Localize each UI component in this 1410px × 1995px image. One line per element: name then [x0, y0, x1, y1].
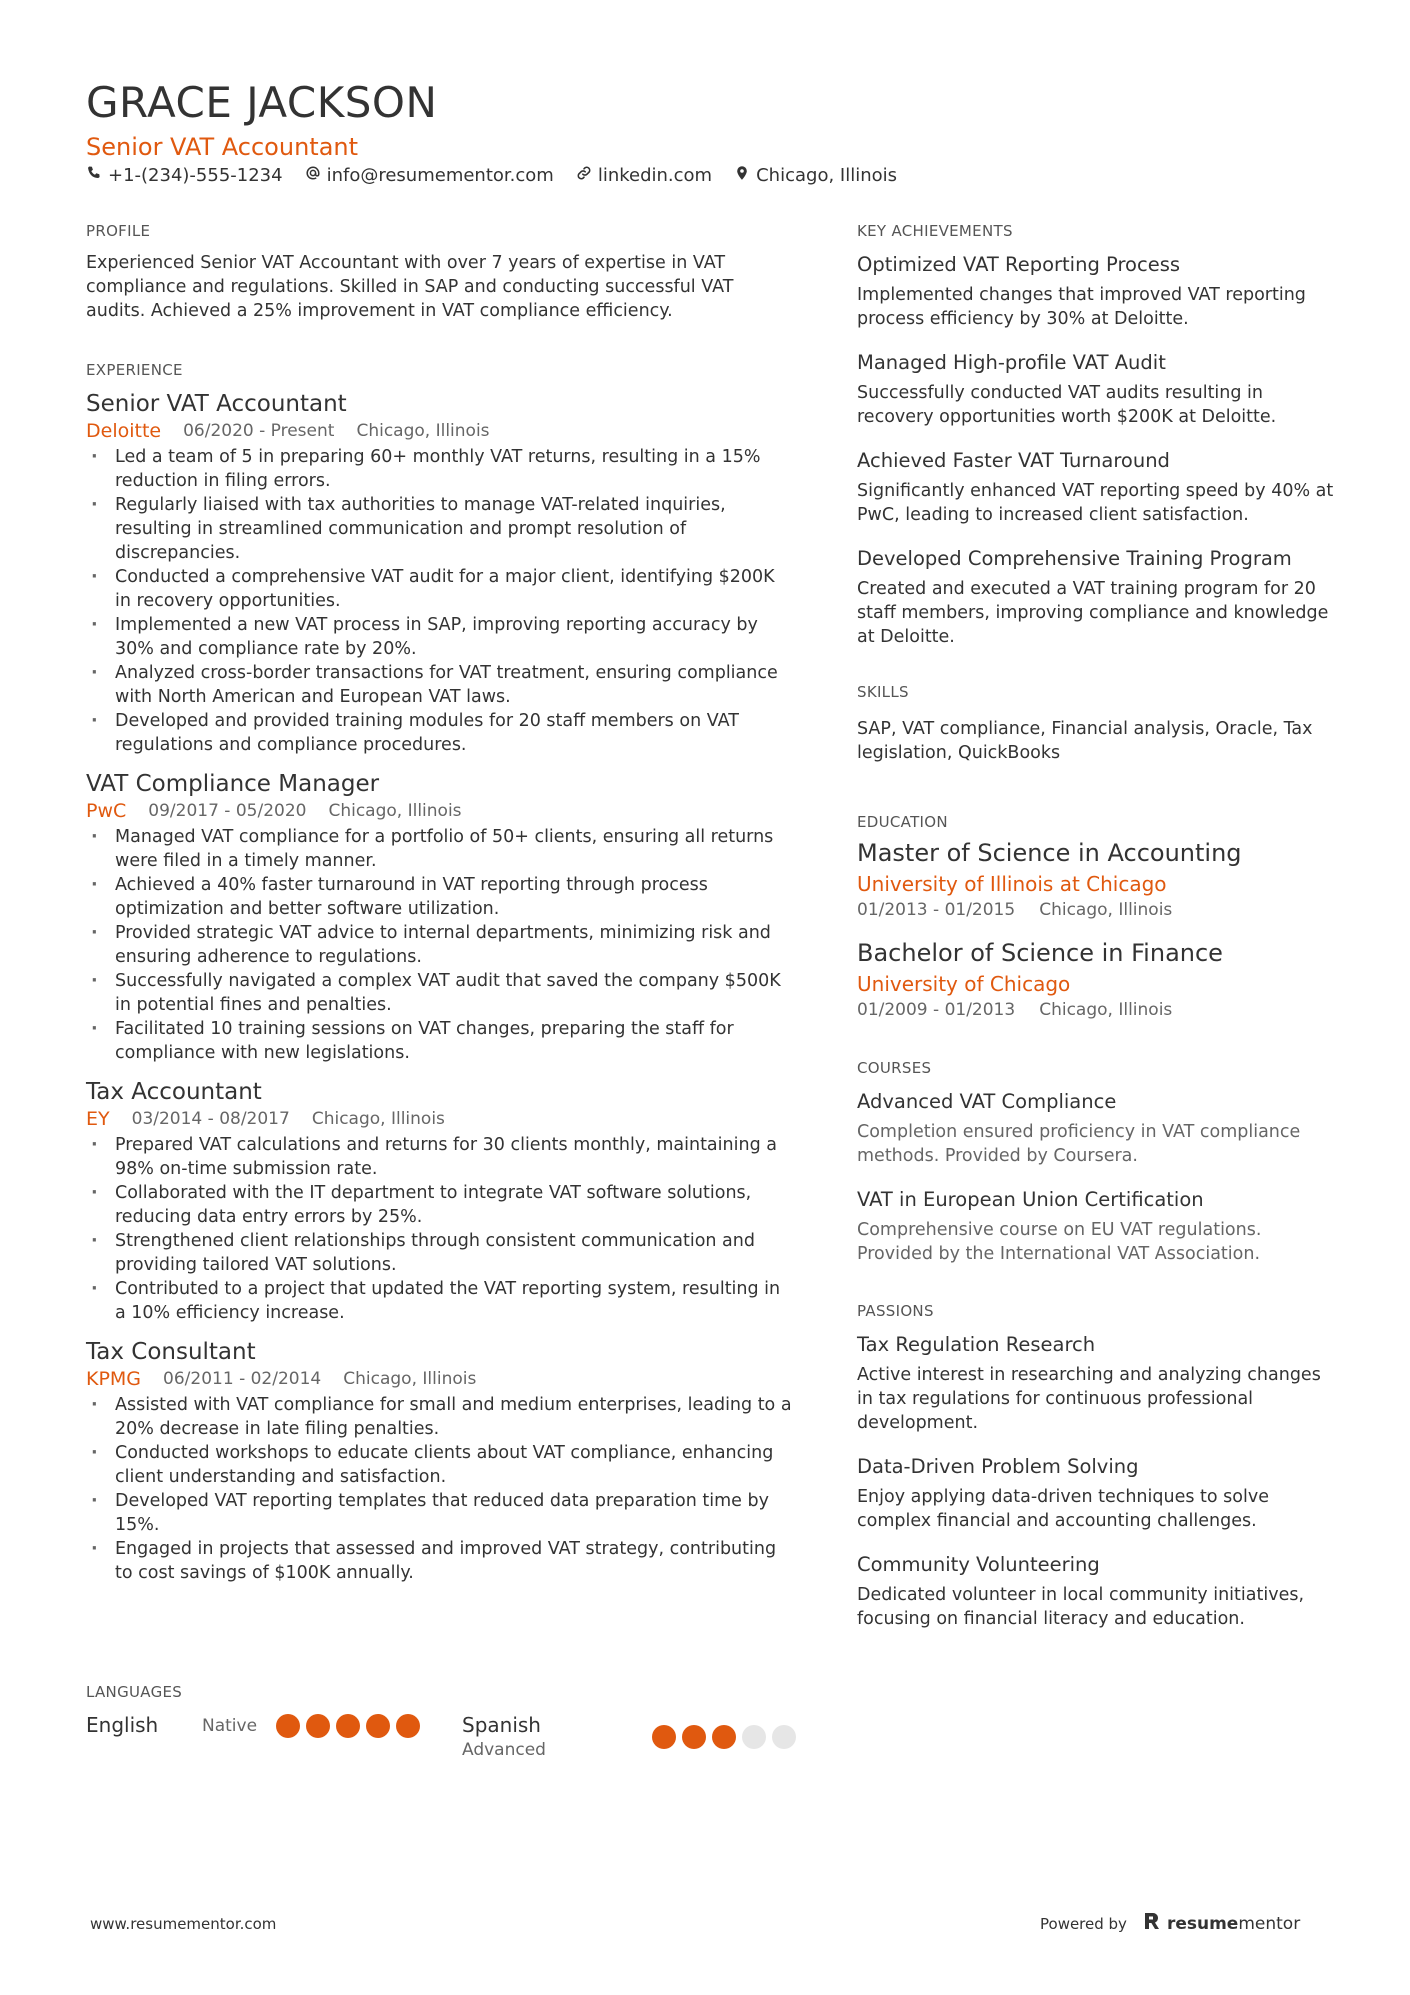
job-bullet: · Collaborated with the IT department to integrate VAT software solutions, reducing data entry errors by 25%.	[86, 1181, 796, 1229]
job-location: Chicago, Illinois	[356, 421, 490, 441]
job-bullet: · Conducted a comprehensive VAT audit for a major client, identifying $200K in recovery opportunities.	[86, 565, 796, 613]
job-meta	[86, 419, 796, 443]
education-meta	[857, 999, 1337, 1021]
contact-linkedin[interactable]	[576, 165, 712, 186]
rating-dot	[682, 1725, 706, 1749]
job-entry	[86, 1337, 796, 1585]
job-dates: 06/2011 - 02/2014	[163, 1369, 322, 1389]
language-name: Spanish	[462, 1713, 541, 1737]
education-school: University of Chicago	[857, 972, 1071, 996]
job-company: EY	[86, 1108, 110, 1130]
rating-dot	[336, 1714, 360, 1738]
job-bullets	[86, 445, 796, 757]
achievement-item	[857, 251, 1337, 331]
education-dates: 01/2009 - 01/2013	[857, 1000, 1016, 1020]
education-meta	[857, 899, 1337, 921]
passion-text: Active interest in researching and analyzing changes in tax regulations for continuous professional development.	[857, 1365, 1321, 1433]
achievement-text: Successfully conducted VAT audits resulting in recovery opportunities worth $200K at Deloitte.	[857, 383, 1277, 427]
contact-location	[734, 165, 897, 186]
job-bullets	[86, 1393, 796, 1585]
passions-section	[857, 1302, 1337, 1631]
left-column	[86, 222, 796, 1585]
job-location: Chicago, Illinois	[343, 1369, 477, 1389]
job-bullet: · Conducted workshops to educate clients about VAT compliance, enhancing client understanding and satisfaction.	[86, 1441, 796, 1489]
achievement-item	[857, 447, 1337, 527]
education-item	[857, 937, 1337, 1021]
job-company: Deloitte	[86, 420, 162, 442]
job-title: Tax Accountant	[86, 1079, 262, 1105]
job-location: Chicago, Illinois	[311, 1109, 445, 1129]
experience-section	[86, 361, 796, 1585]
education-degree: Master of Science in Accounting	[857, 839, 1242, 867]
course-item	[857, 1186, 1337, 1266]
language-rating	[276, 1714, 420, 1738]
job-bullet: · Successfully navigated a complex VAT audit that saved the company $500K in potential fines and penalties.	[86, 969, 796, 1017]
footer-website-link[interactable]: www.resumementor.com	[90, 1915, 277, 1933]
passion-text: Dedicated volunteer in local community initiatives, focusing on financial literacy and education.	[857, 1585, 1305, 1629]
job-bullet: · Prepared VAT calculations and returns for 30 clients monthly, maintaining a 98% on-time submission rate.	[86, 1133, 796, 1181]
profile-section	[86, 222, 796, 323]
rating-dot	[306, 1714, 330, 1738]
language-level: Advanced	[462, 1740, 546, 1760]
achievements-section	[857, 222, 1337, 649]
courses-heading: COURSES	[857, 1059, 932, 1077]
achievement-text: Significantly enhanced VAT reporting speed by 40% at PwC, leading to increased client satisfaction.	[857, 481, 1334, 525]
job-bullet: · Regularly liaised with tax authorities to manage VAT-related inquiries, resulting in streamlined communication and prompt resolution of discrepancies.	[86, 493, 796, 565]
job-bullet: · Achieved a 40% faster turnaround in VAT reporting through process optimization and better software utilization.	[86, 873, 796, 921]
link-icon	[576, 165, 592, 186]
language-level: Native	[202, 1716, 258, 1736]
passions-heading: PASSIONS	[857, 1302, 934, 1320]
skills-section	[857, 683, 1337, 765]
job-title: Tax Consultant	[86, 1339, 256, 1365]
rating-dot	[712, 1725, 736, 1749]
job-meta	[86, 1107, 796, 1131]
job-company: KPMG	[86, 1368, 142, 1390]
job-dates: 06/2020 - Present	[183, 421, 335, 441]
achievement-item	[857, 349, 1337, 429]
course-title: VAT in European Union Certification	[857, 1188, 1204, 1211]
job-bullet: · Assisted with VAT compliance for small and medium enterprises, leading to a 20% decrease in late filing penalties.	[86, 1393, 796, 1441]
passion-title: Tax Regulation Research	[857, 1333, 1096, 1356]
job-dates: 09/2017 - 05/2020	[148, 801, 307, 821]
contact-phone-text: +1-(234)-555-1234	[108, 165, 283, 186]
contact-email-text: info@resumementor.com	[326, 165, 554, 186]
course-item	[857, 1088, 1337, 1168]
achievements-heading: KEY ACHIEVEMENTS	[857, 222, 1013, 240]
job-bullets	[86, 1133, 796, 1325]
brand-mark-icon	[1143, 1911, 1161, 1936]
education-location: Chicago, Illinois	[1039, 1000, 1173, 1020]
education-section	[857, 813, 1337, 1021]
job-entry	[86, 389, 796, 757]
profile-text: Experienced Senior VAT Accountant with over 7 years of expertise in VAT compliance and regulations. Skilled in SAP and conducting successful VAT audits. Achieved a 25% improvement in VAT compliance efficiency.	[86, 253, 734, 321]
job-entry	[86, 769, 796, 1065]
contact-email[interactable]	[305, 165, 554, 186]
experience-heading: EXPERIENCE	[86, 361, 183, 379]
passion-item	[857, 1453, 1337, 1533]
job-bullet: · Provided strategic VAT advice to internal departments, minimizing risk and ensuring adherence to regulations.	[86, 921, 796, 969]
achievement-text: Implemented changes that improved VAT reporting process efficiency by 30% at Deloitte.	[857, 285, 1306, 329]
achievement-title: Achieved Faster VAT Turnaround	[857, 449, 1170, 472]
job-bullet: · Developed VAT reporting templates that reduced data preparation time by 15%.	[86, 1489, 796, 1537]
job-meta	[86, 799, 796, 823]
education-location: Chicago, Illinois	[1039, 900, 1173, 920]
passion-text: Enjoy applying data-driven techniques to solve complex financial and accounting challenges.	[857, 1487, 1269, 1531]
rating-dot	[742, 1725, 766, 1749]
job-bullet: · Contributed to a project that updated the VAT reporting system, resulting in a 10% efficiency increase.	[86, 1277, 796, 1325]
powered-by-label: Powered by	[1040, 1914, 1127, 1933]
brand-logo[interactable]	[1143, 1911, 1300, 1936]
job-bullet: · Analyzed cross-border transactions for VAT treatment, ensuring compliance with North American and European VAT laws.	[86, 661, 796, 709]
skills-heading: SKILLS	[857, 683, 909, 701]
job-company: PwC	[86, 800, 127, 822]
job-bullet: · Strengthened client relationships through consistent communication and providing tailored VAT solutions.	[86, 1229, 796, 1277]
courses-section	[857, 1059, 1337, 1266]
skills-text: SAP, VAT compliance, Financial analysis, Oracle, Tax legislation, QuickBooks	[857, 719, 1313, 763]
job-dates: 03/2014 - 08/2017	[131, 1109, 290, 1129]
passion-title: Community Volunteering	[857, 1553, 1100, 1576]
languages-heading: LANGUAGES	[86, 1683, 183, 1701]
contact-phone[interactable]	[86, 165, 283, 186]
rating-dot	[396, 1714, 420, 1738]
brand-name-bold: resume	[1166, 1913, 1239, 1934]
rating-dot	[276, 1714, 300, 1738]
right-column	[857, 222, 1337, 1649]
job-meta	[86, 1367, 796, 1391]
job-location: Chicago, Illinois	[328, 801, 462, 821]
contact-linkedin-text: linkedin.com	[597, 165, 713, 186]
job-bullet: · Managed VAT compliance for a portfolio of 50+ clients, ensuring all returns were filed in a timely manner.	[86, 825, 796, 873]
passion-item	[857, 1551, 1337, 1631]
phone-icon	[86, 165, 102, 186]
job-title: VAT Compliance Manager	[86, 771, 380, 797]
job-bullet: · Implemented a new VAT process in SAP, improving reporting accuracy by 30% and compliance rate by 20%.	[86, 613, 796, 661]
job-entry	[86, 1077, 796, 1325]
job-bullet: · Facilitated 10 training sessions on VAT changes, preparing the staff for compliance with new legislations.	[86, 1017, 796, 1065]
passion-title: Data-Driven Problem Solving	[857, 1455, 1139, 1478]
course-text: Comprehensive course on EU VAT regulations. Provided by the International VAT Association.	[857, 1220, 1262, 1264]
job-title: Senior VAT Accountant	[86, 391, 347, 417]
job-bullet: · Led a team of 5 in preparing 60+ monthly VAT returns, resulting in a 15% reduction in filing errors.	[86, 445, 796, 493]
language-name: English	[86, 1713, 159, 1737]
brand-name-light: mentor	[1238, 1913, 1301, 1934]
languages-section	[86, 1713, 796, 1773]
achievement-text: Created and executed a VAT training program for 20 staff members, improving compliance and knowledge at Deloitte.	[857, 579, 1329, 647]
rating-dot	[366, 1714, 390, 1738]
course-title: Advanced VAT Compliance	[857, 1090, 1117, 1113]
education-dates: 01/2013 - 01/2015	[857, 900, 1016, 920]
at-icon	[305, 165, 321, 186]
education-heading: EDUCATION	[857, 813, 948, 831]
achievement-title: Managed High-profile VAT Audit	[857, 351, 1166, 374]
job-bullet: · Engaged in projects that assessed and improved VAT strategy, contributing to cost savings of $100K annually.	[86, 1537, 796, 1585]
achievement-title: Optimized VAT Reporting Process	[857, 253, 1181, 276]
footer-powered-by	[1040, 1911, 1300, 1936]
candidate-title: Senior VAT Accountant	[86, 133, 359, 161]
job-bullets	[86, 825, 796, 1065]
contact-bar	[86, 165, 897, 186]
course-text: Completion ensured proficiency in VAT compliance methods. Provided by Coursera.	[857, 1122, 1301, 1166]
rating-dot	[772, 1725, 796, 1749]
candidate-name: GRACE JACKSON	[86, 78, 438, 127]
education-degree: Bachelor of Science in Finance	[857, 939, 1223, 967]
job-bullet: · Developed and provided training modules for 20 staff members on VAT regulations and compliance procedures.	[86, 709, 796, 757]
location-pin-icon	[734, 165, 750, 186]
education-school: University of Illinois at Chicago	[857, 872, 1167, 896]
achievement-item	[857, 545, 1337, 649]
contact-location-text: Chicago, Illinois	[756, 165, 898, 186]
profile-heading: PROFILE	[86, 222, 151, 240]
achievement-title: Developed Comprehensive Training Program	[857, 547, 1292, 570]
rating-dot	[652, 1725, 676, 1749]
passion-item	[857, 1331, 1337, 1435]
education-item	[857, 837, 1337, 921]
language-rating	[652, 1725, 796, 1749]
